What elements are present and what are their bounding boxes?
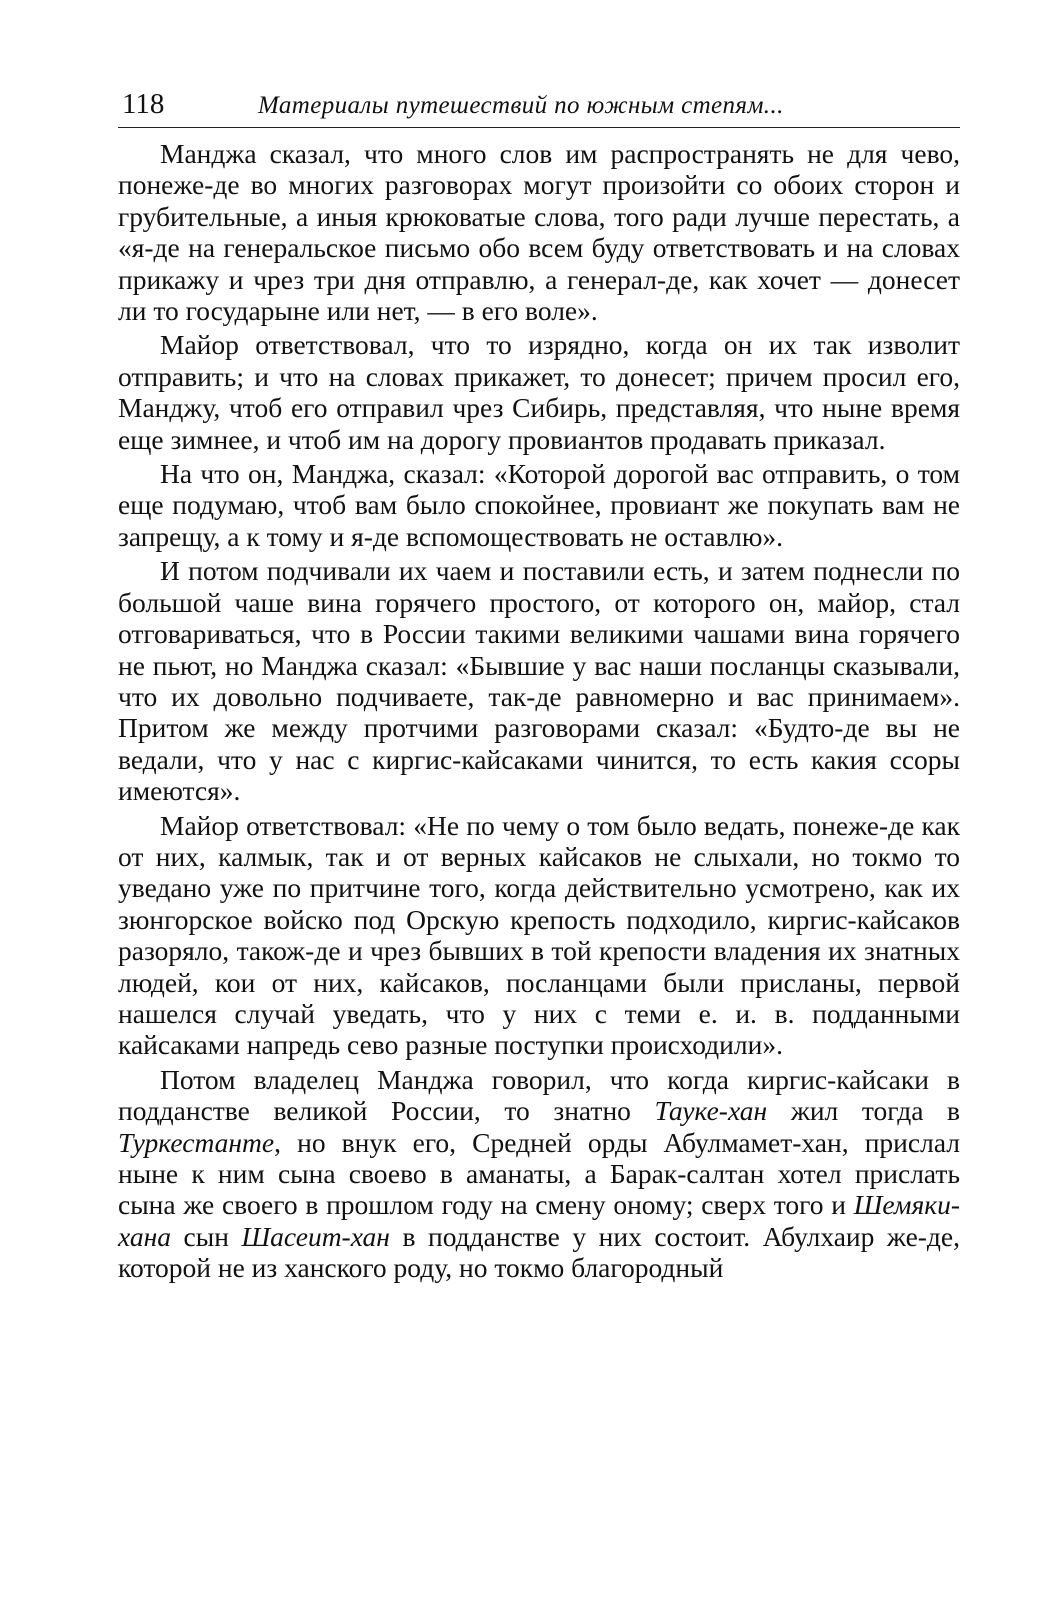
running-title: Материалы путешествий по южным степям... [258,92,784,119]
text-run: Майор ответствовал, что то изрядно, когда он их так изволит отправить; и что на словах прикажет, то донесет; причем просил его, Манджу, чтоб его отправил чрез Сибирь, представляя, что ныне время еще зимнее, и чтоб им на дорогу провиантов продавать приказал. [118,329,960,455]
paragraph [118,458,960,552]
paragraph [118,329,960,455]
paragraph [118,138,960,326]
running-header [118,88,960,128]
italic-name: Туркестанте [118,1126,275,1158]
text-run: Потом владелец Манджа говорил, что когда киргис-кайсаки в подданстве великой России, то знатно [118,1063,960,1127]
paragraph [118,1064,960,1284]
italic-name: Шемяки-хана [118,1189,960,1252]
page-number: 118 [122,88,165,120]
text-run: Манджа сказал, что много слов им распространять не для чево, понеже-де во многих разговорах могут произойти со обоих сторон и грубительные, а иныя крюковатые слова, того ради лучше перестать, а «я-де на генеральское письмо обо всем буду ответствовать и на словах прикажу и чрез три дня отправлю, а генерал-де, как хочет — донесет ли то государыне или нет, — в его воле». [118,138,960,327]
text-run: И потом подчивали их чаем и поставили есть, и затем поднесли по большой чаше вина горячего простого, от которого он, майор, стал отговариваться, что в России такими великими чашами вина горячего не пьют, но Манджа сказал: «Бывшие у вас наши посланцы сказывали, что их довольно подчиваете, так-де равномерно и вас принимаем». Притом же между протчими разговорами сказал: «Будто-де вы не ведали, что у нас с киргис-кайсаками чинится, то есть какия ссоры имеются». [118,555,960,807]
paragraph [118,810,960,1061]
paragraph [118,555,960,806]
text-run: , но внук его, Средней орды Абулмамет-хан, прислал ныне к ним сына своево в аманаты, а Барак-салтан хотел прислать сына же своего в прошлом году на смену оному; сверх того и [118,1126,960,1221]
italic-name: Тауке-хан [654,1095,768,1127]
book-page [118,88,960,1284]
text-run: сын [171,1220,242,1252]
text-run: На что он, Манджа, сказал: «Которой дорогой вас отправить, о том еще подумаю, чтоб вам было спокойнее, провиант же покупать вам не запрещу, а к тому и я-де вспомоществовать не оставлю». [118,458,960,552]
body-text [118,138,960,1284]
italic-name: Шасеит-хан [241,1220,390,1252]
text-run: жил тогда в [767,1095,960,1127]
text-run: Майор ответствовал: «Не по чему о том было ведать, понеже-де как от них, калмык, так и от верных кайсаков не слыхали, но токмо то уведано уже по притчине того, когда действительно усмотрено, как их зюнгорское войско под Орскую крепость подходило, киргис-кайсаков разоряло, також-де и чрез бывших в той крепости владения их знатных людей, кои от них, кайсаков, посланцами были присланы, первой нашелся случай уведать, что у них с теми е. и. в. подданными кайсаками напредь сево разные поступки происходили». [118,809,960,1061]
text-run: в подданстве у них состоит. Абулхаир же-де, которой не из ханского роду, но токмо благородный [118,1220,960,1284]
